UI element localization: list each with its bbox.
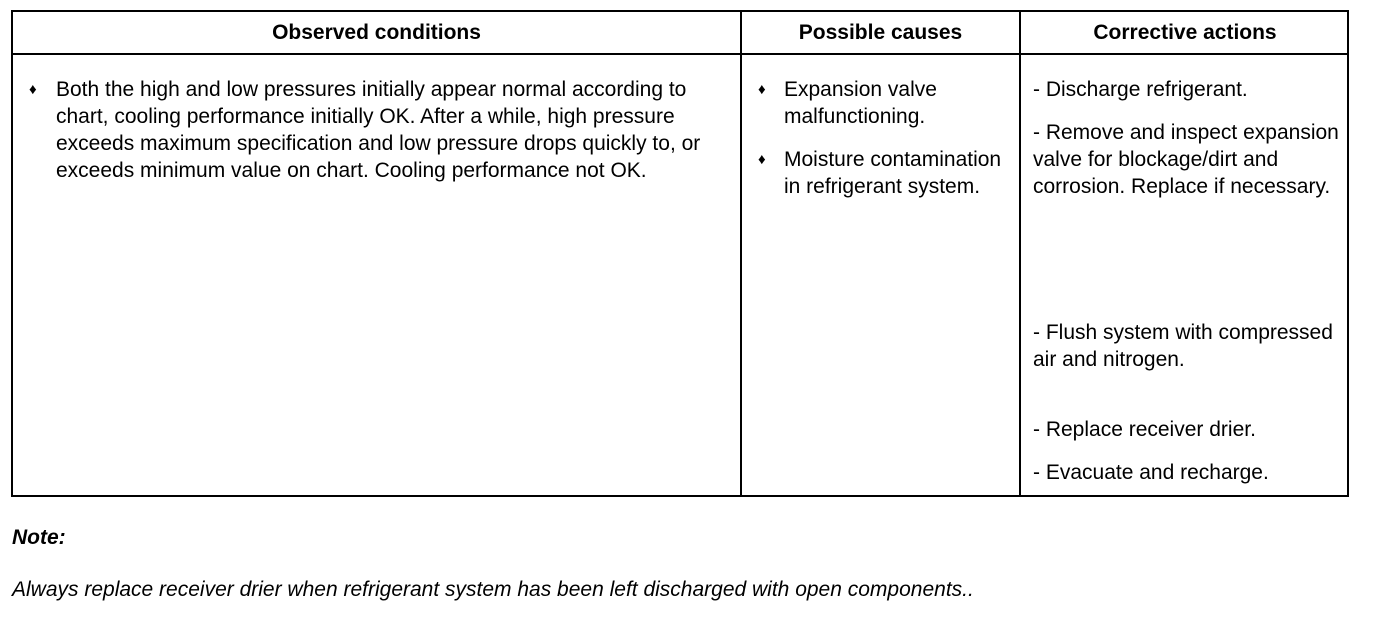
corrective-action-item: - Discharge refrigerant. <box>1033 78 1248 101</box>
corrective-action-item: - Replace receiver drier. <box>1033 418 1256 441</box>
diagnosis-table <box>11 10 1349 497</box>
corrective-action-item: - Evacuate and recharge. <box>1033 461 1269 484</box>
corrective-action-item: - Remove and inspect expansion valve for blockage/dirt and corrosion. Replace if necessary. <box>1033 121 1339 198</box>
header-possible-causes: Possible causes <box>798 21 963 44</box>
diamond-bullet-icon: ♦ <box>758 151 766 168</box>
possible-cause-item: Moisture contamination in refrigerant system. <box>784 148 1002 198</box>
note-label: Note: <box>12 526 66 549</box>
diamond-bullet-icon: ♦ <box>29 81 37 98</box>
header-observed-conditions: Observed conditions <box>272 21 481 44</box>
note-text: Always replace receiver drier when refrigerant system has been left discharged with open components.. <box>12 578 974 601</box>
possible-cause-item: Expansion valve malfunctioning. <box>784 78 937 128</box>
header-corrective-actions: Corrective actions <box>1093 21 1277 44</box>
diamond-bullet-icon: ♦ <box>758 81 766 98</box>
observed-condition-text: Both the high and low pressures initially appear normal according to chart, cooling performance initially OK. After a while, high pressure exceeds maximum specification and low pressure drops quickly to, or exceeds minimum value on chart. Cooling performance not OK. <box>56 78 701 182</box>
corrective-action-item: - Flush system with compressed air and nitrogen. <box>1033 321 1333 371</box>
column-divider <box>1019 12 1021 495</box>
column-divider <box>740 12 742 495</box>
